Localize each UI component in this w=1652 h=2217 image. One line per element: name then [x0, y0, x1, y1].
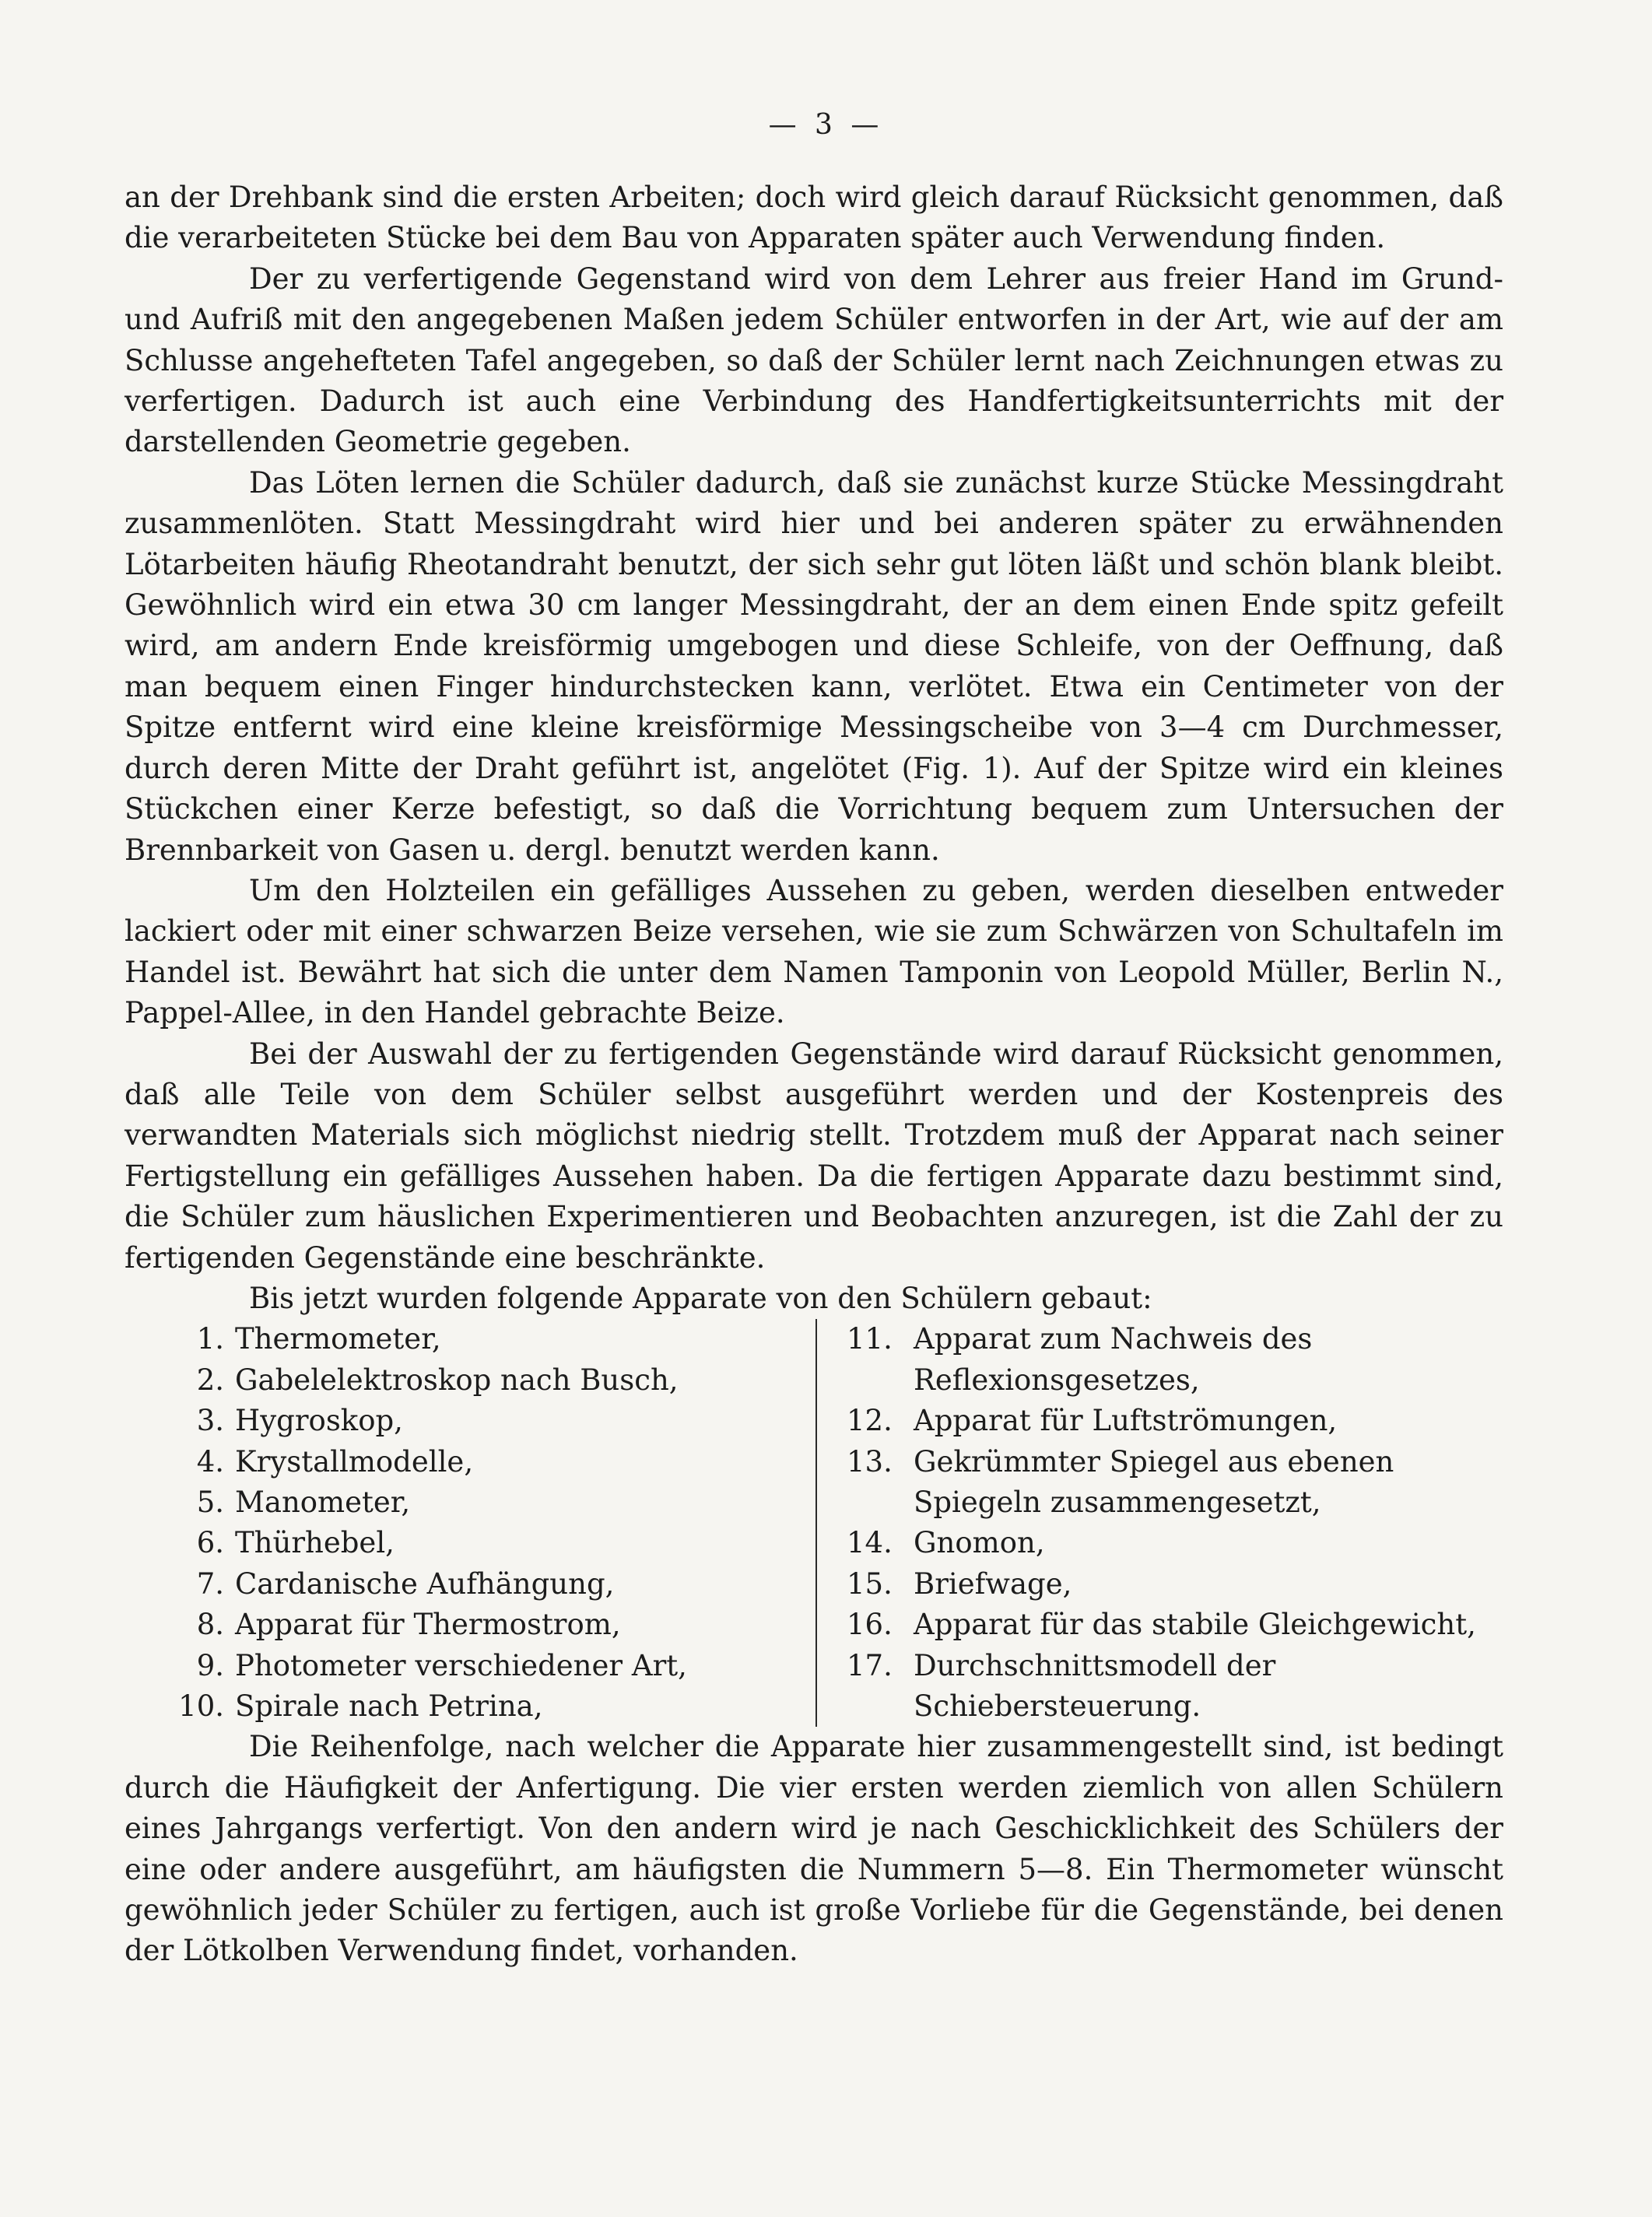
list-item-text: Thermometer,	[235, 1322, 441, 1356]
list-item-number: 4.	[196, 1444, 224, 1479]
apparatus-list-right-column	[815, 1319, 1503, 1727]
list-item-number: 17.	[847, 1648, 893, 1682]
list-item-number: 14.	[847, 1526, 893, 1560]
list-item	[125, 1605, 815, 1645]
list-item-text: Gnomon,	[914, 1526, 1045, 1560]
apparatus-list-left-column	[125, 1319, 815, 1727]
list-item-text: Durchschnittsmodell der Schiebersteuerung.	[914, 1648, 1276, 1724]
list-item-number: 7.	[196, 1566, 224, 1601]
apparatus-list	[125, 1319, 1503, 1727]
list-item	[847, 1523, 1503, 1563]
list-item	[125, 1646, 815, 1686]
paragraph-list-intro: Bis jetzt wurden folgende Apparate von den Schülern gebaut:	[249, 1281, 1152, 1315]
list-item-text: Apparat zum Nachweis des Reflexionsgesetzes,	[914, 1322, 1313, 1397]
page-number: — 3 —	[768, 109, 884, 141]
list-item-number: 6.	[196, 1526, 224, 1560]
list-item-text: Gabelelektroskop nach Busch,	[235, 1363, 679, 1397]
list-item-text: Gekrümmter Spiegel aus ebenen Spiegeln zusammengesetzt,	[914, 1444, 1394, 1519]
list-item-text: Photometer verschiedener Art,	[235, 1648, 687, 1682]
list-item-text: Apparat für das stabile Gleichgewicht,	[914, 1608, 1476, 1642]
list-item	[847, 1564, 1503, 1605]
list-item-text: Hygroskop,	[235, 1404, 403, 1438]
list-item	[125, 1564, 815, 1605]
list-item	[847, 1442, 1503, 1524]
list-item	[125, 1319, 815, 1359]
paragraph-holzteile: Um den Holzteilen ein gefälliges Aussehen zu geben, werden dieselben entweder lackiert oder mit einer schwarzen Beize versehen, wie sie zum Schwärzen von Schultafeln im Handel ist. Bewährt hat sich die unter dem Namen Tamponin von Leopold Müller, Berlin N., Pappel-Allee, in den Handel gebrachte Beize.	[125, 873, 1503, 1030]
list-item-number: 12.	[847, 1404, 893, 1438]
paragraph-gegenstand: Der zu verfertigende Gegenstand wird von dem Lehrer aus freier Hand im Grund- und Aufriß mit den angegebenen Maßen jedem Schüler entworfen in der Art, wie auf der am Schlusse angehefteten Tafel angegeben, so daß der Schüler lernt nach Zeichnungen etwas zu verfertigen. Dadurch ist auch eine Verbindung des Handfertigkeitsunterrichts mit der darstellenden Geometrie gegeben.	[125, 261, 1503, 459]
list-item-number: 5.	[196, 1486, 224, 1519]
list-item	[125, 1360, 815, 1401]
body-text	[125, 177, 1503, 1972]
list-item-text: Spirale nach Petrina,	[235, 1689, 543, 1724]
list-item-text: Cardanische Aufhängung,	[235, 1566, 615, 1601]
list-item-number: 10.	[178, 1689, 224, 1724]
list-item-text: Thürhebel,	[235, 1526, 395, 1560]
list-item-number: 13.	[847, 1444, 893, 1479]
list-item-text: Apparat für Thermostrom,	[235, 1608, 621, 1642]
list-item	[125, 1442, 815, 1482]
list-item	[125, 1523, 815, 1563]
paragraph-loeten: Das Löten lernen die Schüler dadurch, daß sie zunächst kurze Stücke Messingdraht zusammenlöten. Statt Messingdraht wird hier und bei anderen später zu erwähnenden Lötarbeiten häufig Rheotandraht benutzt, der sich sehr gut löten läßt und schön blank bleibt. Gewöhnlich wird ein etwa 30 cm langer Messingdraht, der an dem einen Ende spitz gefeilt wird, am andern Ende kreisförmig umgebogen und diese Schleife, von der Oeffnung, daß man bequem einen Finger hindurchstecken kann, verlötet. Etwa ein Centimeter von der Spitze entfernt wird eine kleine kreisförmige Messingscheibe von 3—4 cm Durchmesser, durch deren Mitte der Draht geführt ist, angelötet (Fig. 1). Auf der Spitze wird ein kleines Stückchen einer Kerze befestigt, so daß die Vorrichtung bequem zum Untersuchen der Brennbarkeit von Gasen u. dergl. benutzt werden kann.	[125, 465, 1503, 867]
list-item	[125, 1401, 815, 1441]
list-item	[847, 1401, 1503, 1441]
list-item-number: 8.	[196, 1608, 224, 1642]
list-item-text: Krystallmodelle,	[235, 1444, 474, 1479]
list-item-number: 3.	[196, 1404, 224, 1438]
list-item-number: 2.	[196, 1363, 224, 1397]
list-item	[125, 1482, 815, 1523]
list-item-number: 15.	[847, 1566, 893, 1601]
list-item-text: Briefwage,	[914, 1566, 1072, 1601]
list-item-number: 1.	[196, 1322, 224, 1356]
paragraph-auswahl: Bei der Auswahl der zu fertigenden Gegenstände wird darauf Rücksicht genommen, daß alle Teile von dem Schüler selbst ausgeführt werden und der Kostenpreis des verwandten Materials sich möglichst niedrig stellt. Trotzdem muß der Apparat nach seiner Fertigstellung ein gefälliges Aussehen haben. Da die fertigen Apparate dazu bestimmt sind, die Schüler zum häuslichen Experimentieren und Beobachten anzuregen, ist die Zahl der zu fertigenden Gegenstände eine beschränkte.	[125, 1037, 1503, 1275]
list-item-number: 9.	[196, 1648, 224, 1682]
list-item-number: 16.	[847, 1608, 893, 1642]
list-item-text: Apparat für Luftströmungen,	[914, 1404, 1338, 1438]
list-item	[847, 1646, 1503, 1728]
list-item-text: Manometer,	[235, 1486, 411, 1519]
list-item	[847, 1605, 1503, 1645]
paragraph-reihenfolge: Die Reihenfolge, nach welcher die Apparate hier zusammengestellt sind, ist bedingt durch die Häufigkeit der Anfertigung. Die vier ersten werden ziemlich von allen Schülern eines Jahrgangs verfertigt. Von den andern wird je nach Geschicklichkeit des Schülers der eine oder andere ausgeführt, am häufigsten die Nummern 5—8. Ein Thermometer wünscht gewöhnlich jeder Schüler zu fertigen, auch ist große Vorliebe für die Gegenstände, bei denen der Lötkolben Verwendung findet, vorhanden.	[125, 1730, 1503, 1968]
paragraph-drehbank: an der Drehbank sind die ersten Arbeiten; doch wird gleich darauf Rücksicht genommen, daß die verarbeiteten Stücke bei dem Bau von Apparaten später auch Verwendung finden.	[125, 181, 1503, 255]
list-item	[847, 1319, 1503, 1401]
list-item-number: 11.	[847, 1322, 893, 1356]
list-item	[125, 1686, 815, 1727]
